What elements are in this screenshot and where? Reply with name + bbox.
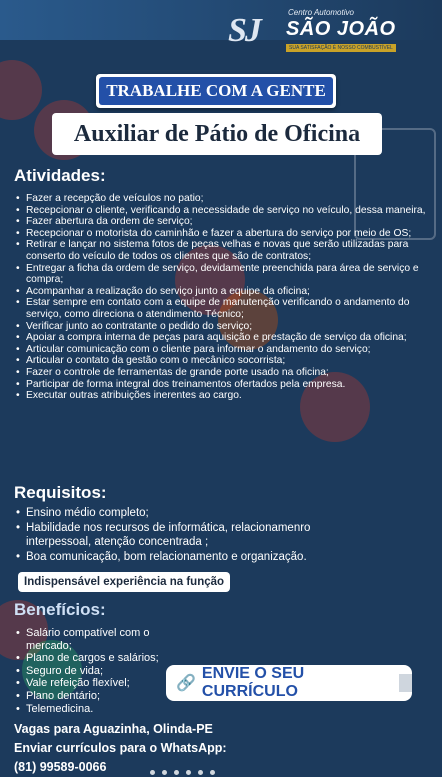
decorative-circle — [0, 60, 42, 120]
atividades-list — [14, 193, 432, 402]
hiring-banner-title: TRABALHE COM A GENTE — [99, 77, 333, 105]
atividades-heading: Atividades: — [14, 166, 106, 185]
carousel-dot[interactable] — [210, 770, 215, 775]
list-item: • Estar sempre em contato com a equipe de manutenção verificando o andamento do serviço, como direciona o atendimento Técnico; — [14, 297, 432, 320]
carousel-dot[interactable] — [198, 770, 203, 775]
logo-tagline: Centro Automotivo — [288, 8, 354, 17]
list-item: • Participar de forma integral dos treinamentos ofertados pela empresa. — [14, 379, 432, 391]
list-item: • Entregar a ficha da ordem de serviço, devidamente preenchida para área de serviço e compra; — [14, 263, 432, 286]
list-item: • Seguro de vida; — [14, 665, 174, 678]
carousel-dot[interactable] — [186, 770, 191, 775]
whatsapp-phone[interactable]: (81) 99589-0066 — [14, 760, 107, 774]
list-item: • Fazer o controle de ferramentas de grande porte usado na oficina; — [14, 367, 432, 379]
role-title: Auxiliar de Pátio de Oficina — [73, 120, 361, 147]
list-item: • Fazer abertura da ordem de serviço; — [14, 216, 432, 228]
list-item: • Fazer a recepção de veículos no patio; — [14, 193, 432, 205]
beneficios-list — [14, 627, 174, 715]
send-resume-label: ENVIE O SEU CURRÍCULO — [201, 665, 305, 700]
list-item: • Plano dentário; — [14, 690, 174, 703]
whatsapp-label: Enviar currículos para o WhatsApp: — [14, 741, 227, 755]
list-item: • Articular comunicação com o cliente para informar o andamento do serviço; — [14, 344, 432, 356]
company-logo — [228, 6, 428, 56]
list-item: • Apoiar a compra interna de peças para aquisição e prestação de serviço da oficina; — [14, 332, 432, 344]
list-item: • Verificar junto ao contratante o pedido do serviço; — [14, 321, 432, 333]
list-item: • Boa comunicação, bom relacionamento e organização. — [14, 550, 354, 565]
logo-slogan: SUA SATISFAÇÃO É NOSSO COMBUSTÍVEL — [286, 44, 396, 52]
list-item: • Recepcionar o motorista do caminhão e fazer a abertura do serviço por meio de OS; — [14, 228, 432, 240]
logo-mark: SJ — [228, 12, 260, 49]
requisitos-heading: Requisitos: — [14, 483, 107, 502]
hiring-banner — [96, 74, 336, 108]
document-icon — [399, 674, 412, 692]
list-item: • Habilidade nos recursos de informática, relacionamenro interpessoal, atenção concentrada ; — [14, 521, 354, 550]
beneficios-heading: Benefícios: — [14, 600, 106, 619]
list-item: • Vale refeição flexível; — [14, 677, 174, 690]
carousel-dots — [150, 770, 215, 775]
list-item: • Acompanhar a realização do serviço junto a equipe da oficina; — [14, 286, 432, 298]
logo-name: SÃO JOÃO — [286, 18, 396, 40]
requisitos-list — [14, 506, 354, 564]
role-title-banner — [52, 113, 382, 155]
carousel-dot[interactable] — [150, 770, 155, 775]
list-item: • Executar outras atribuições inerentes ao cargo. — [14, 390, 432, 402]
list-item: • Retirar e lançar no sistema fotos de peças velhas e novas que serão utilizadas para conserto do veículo de todos os clientes que são de contratos; — [14, 239, 432, 262]
experience-badge: Indispensável experiência na função — [18, 572, 230, 592]
list-item: • Telemedicina. — [14, 703, 174, 716]
link-icon: 🔗 — [176, 675, 196, 692]
carousel-dot[interactable] — [174, 770, 179, 775]
list-item: • Plano de cargos e salários; — [14, 652, 174, 665]
job-location: Vagas para Aguazinha, Olinda-PE — [14, 722, 213, 736]
send-resume-button[interactable] — [166, 665, 412, 701]
list-item: • Salário compatível com o mercado; — [14, 627, 174, 652]
carousel-dot[interactable] — [162, 770, 167, 775]
list-item: • Recepcionar o cliente, verificando a necessidade de serviço no veículo, dessa maneira, — [14, 205, 432, 217]
list-item: • Articular o contato da gestão com o mecânico socorrista; — [14, 355, 432, 367]
list-item: • Ensino médio completo; — [14, 506, 354, 521]
